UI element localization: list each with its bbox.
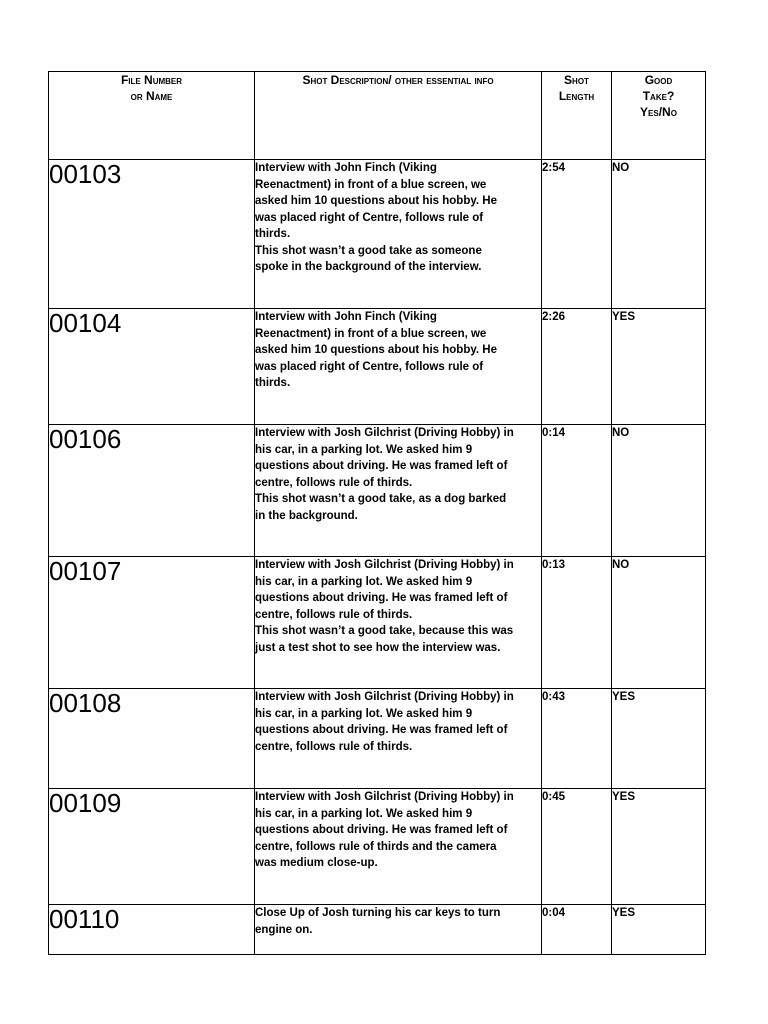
table-row: [49, 905, 706, 955]
shot-length: 0:45: [542, 789, 612, 905]
good-take: NO: [612, 557, 706, 689]
shot-description: [255, 689, 542, 789]
description-line: engine on.: [255, 923, 313, 936]
good-take: YES: [612, 789, 706, 905]
description-line: his car, in a parking lot. We asked him 9: [255, 807, 473, 820]
good-take: YES: [612, 689, 706, 789]
header-text: or Name: [130, 89, 173, 103]
header-text: Shot Description/ other essential info: [302, 73, 494, 87]
shot-length: 2:26: [542, 309, 612, 425]
description-line: This shot wasn’t a good take, because this was: [255, 625, 514, 637]
description-line: was placed right of Centre, follows rule of: [255, 211, 484, 224]
shot-length: 0:13: [542, 557, 612, 689]
description-line: his car, in a parking lot. We asked him 9: [255, 575, 473, 588]
shot-log-table: [48, 71, 706, 955]
description-line: asked him 10 questions about his hobby. He: [255, 344, 497, 356]
header-text: Good: [644, 73, 673, 87]
file-number: 00110: [49, 905, 255, 955]
description-line: Interview with Josh Gilchrist (Driving Hobby) in: [255, 559, 514, 571]
description-line: centre, follows rule of thirds.: [255, 476, 413, 489]
description-line: thirds.: [255, 377, 291, 389]
table-row: [49, 789, 706, 905]
description-line: questions about driving. He was framed left of: [255, 460, 508, 472]
table-row: [49, 425, 706, 557]
header-text: Yes/No: [640, 105, 677, 119]
description-line: questions about driving. He was framed left of: [255, 824, 508, 836]
shot-description: [255, 557, 542, 689]
header-file: [49, 72, 255, 160]
description-line: Reenactment) in front of a blue screen, we: [255, 327, 487, 340]
shot-description: [255, 309, 542, 425]
description-line: his car, in a parking lot. We asked him 9: [255, 443, 473, 456]
description-line: centre, follows rule of thirds.: [255, 608, 413, 621]
good-take: YES: [612, 905, 706, 955]
table-row: [49, 160, 706, 309]
description-line: This shot wasn’t a good take as someone: [255, 244, 482, 257]
description-line: was placed right of Centre, follows rule of: [255, 360, 484, 373]
header-text: Shot: [564, 73, 589, 87]
shot-length: 2:54: [542, 160, 612, 309]
shot-length: 0:14: [542, 425, 612, 557]
table-row: [49, 309, 706, 425]
description-line: asked him 10 questions about his hobby. He: [255, 195, 497, 207]
header-length: [542, 72, 612, 160]
description-line: centre, follows rule of thirds.: [255, 740, 413, 753]
file-number: 00106: [49, 425, 255, 557]
file-number: 00108: [49, 689, 255, 789]
shot-length: 0:04: [542, 905, 612, 955]
description-line: Interview with Josh Gilchrist (Driving Hobby) in: [255, 427, 514, 439]
header-text: File Number: [120, 73, 183, 87]
good-take: YES: [612, 309, 706, 425]
file-number: 00104: [49, 309, 255, 425]
file-number: 00107: [49, 557, 255, 689]
description-line: spoke in the background of the interview.: [255, 261, 482, 273]
description-line: Interview with Josh Gilchrist (Driving Hobby) in: [255, 691, 514, 703]
description-line: This shot wasn’t a good take, as a dog barked: [255, 493, 507, 505]
shot-description: [255, 160, 542, 309]
header-text: Take?: [642, 89, 675, 103]
description-line: questions about driving. He was framed left of: [255, 724, 508, 736]
table-row: [49, 557, 706, 689]
description-line: Reenactment) in front of a blue screen, we: [255, 178, 487, 191]
description-line: centre, follows rule of thirds and the camera: [255, 840, 497, 853]
header-row: [49, 72, 706, 160]
file-number: 00103: [49, 160, 255, 309]
shot-description: [255, 905, 542, 955]
table-row: [49, 689, 706, 789]
good-take: NO: [612, 160, 706, 309]
header-text: Length: [558, 89, 595, 103]
description-line: was medium close-up.: [255, 857, 378, 869]
header-description: [255, 72, 542, 160]
description-line: in the background.: [255, 509, 358, 522]
shot-description: [255, 789, 542, 905]
file-number: 00109: [49, 789, 255, 905]
description-line: thirds.: [255, 228, 291, 240]
header-good-take: [612, 72, 706, 160]
description-line: questions about driving. He was framed left of: [255, 592, 508, 604]
description-line: Interview with John Finch (Viking: [255, 162, 437, 174]
shot-description: [255, 425, 542, 557]
description-line: Close Up of Josh turning his car keys to turn: [255, 907, 501, 919]
description-line: Interview with Josh Gilchrist (Driving Hobby) in: [255, 791, 514, 803]
description-line: just a test shot to see how the interview was.: [255, 641, 501, 654]
good-take: NO: [612, 425, 706, 557]
description-line: his car, in a parking lot. We asked him 9: [255, 707, 473, 720]
shot-length: 0:43: [542, 689, 612, 789]
description-line: Interview with John Finch (Viking: [255, 311, 437, 323]
